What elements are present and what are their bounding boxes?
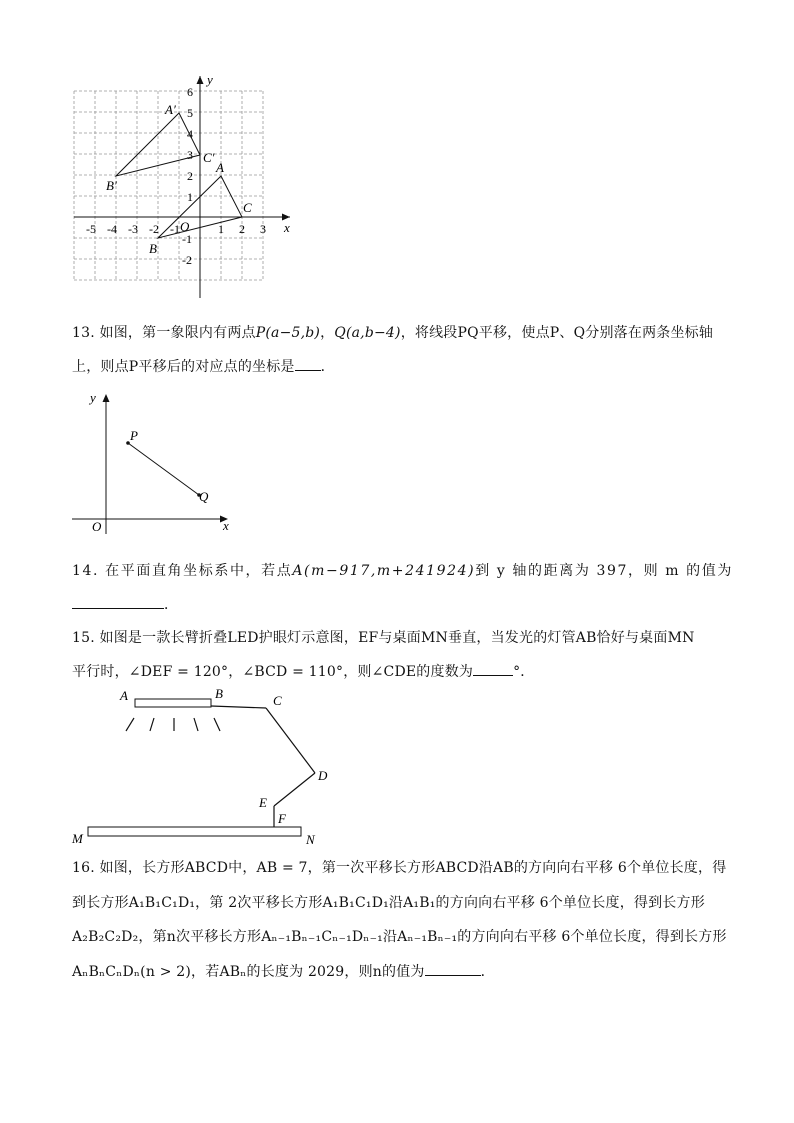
coordinate-grid-figure [68, 72, 298, 302]
q13-Q-label: Q [199, 489, 209, 504]
lamp-A-label: A [120, 688, 128, 703]
y-tick-label: 3 [187, 148, 193, 162]
q15-number: 15. [72, 630, 95, 646]
q13-text-c: 上，则点P平移后的对应点的坐标是 [72, 359, 295, 375]
x-tick-label: 1 [218, 222, 224, 236]
segment-PQ-figure [66, 388, 246, 536]
x-tick-label: -5 [86, 222, 96, 236]
q13-answer-blank[interactable] [295, 354, 321, 371]
point-B-label: B [149, 241, 157, 256]
led-lamp-figure [68, 682, 338, 850]
point-A-label: A [216, 160, 224, 175]
lamp-D-label: D [318, 768, 328, 783]
question-16 [72, 851, 727, 989]
light-rays [126, 718, 220, 731]
q14-number: 14. [72, 563, 100, 579]
q13-line2 [72, 350, 722, 384]
q13-line1 [72, 316, 722, 350]
axis-x-label: x [284, 220, 290, 235]
q13-y-arrow [103, 394, 110, 402]
q13-P-label: P [130, 428, 138, 443]
arm-CD [266, 708, 315, 773]
q15-answer-blank[interactable] [473, 659, 513, 676]
origin-label: O [180, 219, 190, 234]
q14-text-a: 在平面直角坐标系中，若点 [105, 563, 293, 579]
q14-A-expr: A(m−917,m+241924) [292, 563, 476, 579]
q14-answer-blank[interactable] [72, 592, 164, 609]
q16-text-a: 如图，长方形ABCD中，AB = 7，第一次平移长方形ABCD沿AB的方向向右平移 6个单位长度，得 [99, 860, 727, 876]
q14-end: ． [164, 597, 179, 613]
q16-answer-blank[interactable] [425, 959, 481, 976]
x-tick-labels [86, 222, 266, 236]
segment-PQ [128, 443, 199, 495]
q13-P-expr: P(a−5,b) [255, 325, 321, 341]
q16-end: ． [480, 963, 495, 980]
y-tick-label: -2 [182, 253, 192, 267]
desk-M-label: M [72, 831, 83, 846]
point-C1-label: C′ [203, 150, 215, 165]
q16-text-c: A₂B₂C₂D₂，第n次平移长方形Aₙ₋₁Bₙ₋₁Cₙ₋₁Dₙ₋₁沿Aₙ₋₁Bₙ₋₁的方向向右平移 6个单位长度，得到长方形 [72, 929, 727, 945]
x-tick-label: -1 [170, 222, 180, 236]
q13-x-label: x [223, 518, 229, 533]
q16-line2 [72, 886, 722, 921]
x-tick-label: 2 [239, 222, 245, 236]
y-tick-label: 1 [187, 190, 193, 204]
q16-text-d: AₙBₙCₙDₙ(n > 2)，若ABₙ的长度为 2029，则n的值为 [72, 963, 425, 980]
arm-DE [274, 773, 315, 806]
y-axis-arrow [197, 76, 204, 84]
lamp-F-label: F [278, 811, 286, 826]
question-13 [72, 316, 722, 384]
y-tick-label: 4 [187, 127, 193, 141]
q15-end: °． [513, 664, 535, 680]
q13-comma: ， [320, 325, 335, 341]
q16-line3 [72, 920, 727, 955]
q16-line4 [72, 955, 722, 990]
y-tick-label: 5 [187, 106, 193, 120]
axis-y-label: y [207, 72, 213, 87]
question-15 [72, 621, 722, 689]
x-tick-label: -3 [128, 222, 138, 236]
q14-line2 [72, 588, 722, 622]
point-A1-label: A′ [165, 102, 176, 117]
q15-line1 [72, 621, 722, 655]
y-tick-labels [182, 85, 193, 267]
grid-lines [74, 91, 263, 280]
lamp-C-label: C [273, 693, 282, 708]
x-tick-label: -4 [107, 222, 117, 236]
q13-y-label: y [90, 390, 96, 405]
desk-MN [88, 827, 301, 836]
q13-Q-expr: Q(a,b−4) [334, 325, 401, 341]
q14-text-b: 到 y 轴的距离为 397，则 m 的值为 [475, 563, 733, 579]
point-B1-label: B′ [106, 178, 117, 193]
q13-text-a: 如图，第一象限内有两点 [99, 325, 256, 341]
arm-BC [211, 706, 266, 708]
q16-line1 [72, 851, 727, 886]
lamp-tube-AB [135, 699, 211, 707]
x-tick-label: 3 [260, 222, 266, 236]
x-tick-label: -2 [149, 222, 159, 236]
q15-text-b: 平行时，∠DEF = 120°，∠BCD = 110°，则∠CDE的度数为 [72, 664, 474, 680]
lamp-E-label: E [259, 795, 267, 810]
q13-end: ． [320, 359, 335, 375]
q15-text-a: 如图是一款长臂折叠LED护眼灯示意图，EF与桌面MN垂直，当发光的灯管AB恰好与桌面MN [99, 630, 695, 646]
q13-origin-label: O [92, 519, 102, 534]
lamp-B-label: B [215, 686, 223, 701]
y-tick-label: 2 [187, 169, 193, 183]
q13-number: 13. [72, 325, 95, 341]
q16-number: 16. [72, 860, 95, 876]
desk-N-label: N [306, 832, 315, 847]
y-tick-label: 6 [187, 85, 193, 99]
q16-text-b: 到长方形A₁B₁C₁D₁，第 2次平移长方形A₁B₁C₁D₁沿A₁B₁的方向向右平移 6个单位长度，得到长方形 [72, 894, 705, 911]
question-14 [72, 554, 733, 622]
q13-text-b: ，将线段PQ平移，使点P、Q分别落在两条坐标轴 [400, 325, 714, 341]
y-tick-label: -1 [182, 232, 192, 246]
point-C-label: C [243, 200, 252, 215]
q14-line1 [72, 554, 733, 588]
